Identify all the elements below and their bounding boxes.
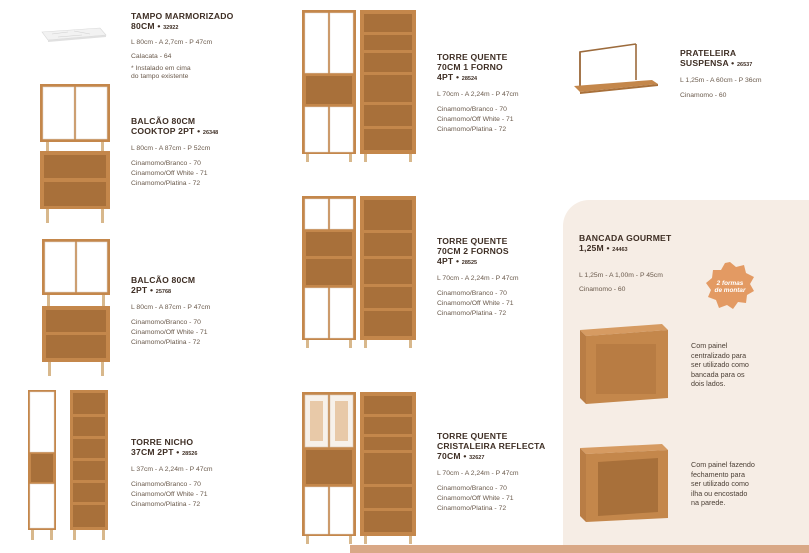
prateleira-title-line-2: SUSPENSA • 26537 <box>680 58 753 68</box>
tampo-code: 32922 <box>163 25 179 31</box>
bancada-option2-line-2: fechamento para <box>691 469 745 479</box>
balcao-2pt-open-illustration <box>42 306 112 378</box>
torre-cristaleira-title-line-3-text: 70CM <box>437 451 461 461</box>
bancada-title-line-2: 1,25M • 24463 <box>579 243 628 253</box>
torre-nicho-finish-2: Cinamomo/Off White - 71 <box>131 491 208 498</box>
balcao-2pt-title-line-2-text: 2PT <box>131 285 148 295</box>
bancada-option1-line-4: bancada para os <box>691 369 745 379</box>
balcao-2pt-finish-1: Cinamomo/Branco - 70 <box>131 319 201 326</box>
torre-1forno-open-illustration <box>360 10 418 162</box>
torre-nicho-title-line-2: 37CM 2PT • 28526 <box>131 447 198 457</box>
torre-cristaleira-open-illustration <box>360 392 418 544</box>
torre-cristaleira-text-block <box>437 431 545 514</box>
torre-1forno-finish-3: Cinamomo/Platina - 72 <box>437 126 507 133</box>
torre-nicho-finish-3: Cinamomo/Platina - 72 <box>131 501 201 508</box>
torre-2fornos-title-line-3: 4PT • 28525 <box>437 256 478 266</box>
tampo-illustration <box>38 26 108 42</box>
torre-2fornos-open-illustration <box>360 196 418 348</box>
balcao-cooktop-dims: L 80cm - A 87cm - P 52cm <box>131 145 211 152</box>
balcao-2pt-illustration <box>42 239 112 311</box>
torre-cristaleira-title-line-2: CRISTALEIRA REFLECTA <box>437 441 546 451</box>
torre-cristaleira-finish-2: Cinamomo/Off White - 71 <box>437 495 514 502</box>
torre-nicho-finish-1: Cinamomo/Branco - 70 <box>131 481 201 488</box>
tampo-text-block <box>131 11 234 81</box>
balcao-cooktop-finish-1: Cinamomo/Branco - 70 <box>131 160 201 167</box>
tampo-title-line-2: 80CM • 32922 <box>131 21 179 31</box>
balcao-cooktop-finish-3: Cinamomo/Platina - 72 <box>131 180 201 187</box>
torre-2fornos-title-line-2: 70CM 2 FORNOS <box>437 246 509 256</box>
bancada-option2-illustration <box>578 442 670 528</box>
torre-nicho-title-line-2-text: 37CM 2PT <box>131 447 174 457</box>
bancada-title-line-1: BANCADA GOURMET <box>579 233 672 243</box>
balcao-cooktop-code: 26348 <box>202 130 219 136</box>
torre-nicho-illustration <box>28 390 58 540</box>
bancada-title-line-2-text: 1,25M <box>579 243 604 253</box>
prateleira-code: 26537 <box>736 62 753 68</box>
prateleira-text-block <box>680 48 762 101</box>
balcao-2pt-code: 25768 <box>155 289 172 295</box>
torre-2fornos-dims: L 70cm - A 2,24m - P 47cm <box>437 275 519 282</box>
torre-cristaleira-title-line-3: 70CM • 32627 <box>437 451 485 461</box>
torre-cristaleira-code: 32627 <box>469 455 485 461</box>
torre-1forno-finish-2: Cinamomo/Off White - 71 <box>437 116 514 123</box>
torre-cristaleira-finish-3: Cinamomo/Platina - 72 <box>437 505 507 512</box>
torre-1forno-dims: L 70cm - A 2,24m - P 47cm <box>437 91 519 98</box>
torre-nicho-title-line-1: TORRE NICHO <box>131 437 194 447</box>
torre-1forno-title-line-2: 70CM 1 FORNO <box>437 62 503 72</box>
balcao-2pt-title-line-1: BALCÃO 80CM <box>131 275 196 285</box>
torre-2fornos-finish-2: Cinamomo/Off White - 71 <box>437 300 514 307</box>
torre-nicho-text-block <box>131 437 213 510</box>
torre-1forno-text-block <box>437 52 519 135</box>
prateleira-title-line-1: PRATELEIRA <box>680 48 737 58</box>
torre-cristaleira-finish-1: Cinamomo/Branco - 70 <box>437 485 507 492</box>
torre-1forno-title-line-3-text: 4PT <box>437 72 454 82</box>
torre-1forno-illustration <box>302 10 358 162</box>
bancada-option1-illustration <box>578 322 670 408</box>
torre-nicho-code: 28526 <box>182 451 198 457</box>
balcao-2pt-finish-2: Cinamomo/Off White - 71 <box>131 329 208 336</box>
balcao-2pt-title-line-2: 2PT • 25768 <box>131 285 172 295</box>
tampo-finish-1: Calacata - 64 <box>131 53 172 60</box>
prateleira-finish-1: Cinamomo - 60 <box>680 92 727 99</box>
bancada-option2-text <box>691 460 755 508</box>
torre-nicho-open-illustration <box>70 390 110 540</box>
balcao-2pt-text-block <box>131 275 210 348</box>
bancada-option2-line-3: ser utilizado como <box>691 479 749 488</box>
balcao-cooktop-title-line-2: COOKTOP 2PT • 26348 <box>131 126 219 136</box>
torre-nicho-dims: L 37cm - A 2,24m - P 47cm <box>131 466 213 473</box>
tampo-note-line-2: do tampo existente <box>131 73 189 80</box>
bancada-option1-line-1: Com painel <box>691 341 728 350</box>
bancada-option2-line-4: ilha ou encostado <box>691 488 748 498</box>
prateleira-illustration <box>572 40 662 96</box>
prateleira-dims: L 1,25m - A 60cm - P 36cm <box>680 77 762 84</box>
bancada-finish-1: Cinamomo - 60 <box>579 286 626 293</box>
footer-strip <box>350 545 809 553</box>
balcao-cooktop-title-line-2-text: COOKTOP 2PT <box>131 126 195 136</box>
torre-1forno-title-line-3: 4PT • 28524 <box>437 72 478 82</box>
tampo-note-line-1: * Instalado em cima <box>131 65 191 72</box>
torre-1forno-finish-1: Cinamomo/Branco - 70 <box>437 106 507 113</box>
torre-2fornos-code: 28525 <box>461 260 478 266</box>
badge-line-1: 2 formas <box>716 279 744 287</box>
balcao-2pt-finish-3: Cinamomo/Platina - 72 <box>131 339 201 346</box>
tampo-dims: L 80cm - A 2,7cm - P 47cm <box>131 39 213 46</box>
torre-cristaleira-illustration <box>302 392 358 544</box>
bancada-option1-text <box>691 341 749 389</box>
bancada-option2-line-5: na parede. <box>691 498 726 507</box>
tampo-title-line-1: TAMPO MARMORIZADO <box>131 11 234 21</box>
bancada-option1-line-2: centralizado para <box>691 350 747 360</box>
balcao-cooktop-text-block <box>131 116 218 189</box>
torre-1forno-title-line-1: TORRE QUENTE <box>437 52 508 62</box>
bancada-code: 24463 <box>612 247 628 253</box>
torre-2fornos-finish-3: Cinamomo/Platina - 72 <box>437 310 507 317</box>
torre-1forno-code: 28524 <box>461 76 478 82</box>
bancada-option2-line-1: Com painel fazendo <box>691 460 755 469</box>
balcao-cooktop-title-line-1: BALCÃO 80CM <box>131 116 196 126</box>
bancada-option1-line-3: ser utilizado como <box>691 360 749 369</box>
prateleira-title-line-2-text: SUSPENSA <box>680 58 729 68</box>
torre-2fornos-illustration <box>302 196 358 348</box>
balcao-cooktop-open-illustration <box>40 151 112 223</box>
balcao-2pt-dims: L 80cm - A 87cm - P 47cm <box>131 304 211 311</box>
torre-2fornos-title-line-1: TORRE QUENTE <box>437 236 508 246</box>
bancada-text-block <box>579 233 671 295</box>
montagem-badge <box>705 262 755 312</box>
torre-cristaleira-title-line-1: TORRE QUENTE <box>437 431 508 441</box>
balcao-cooktop-finish-2: Cinamomo/Off White - 71 <box>131 170 208 177</box>
balcao-cooktop-illustration <box>38 84 112 154</box>
tampo-title-line-2-text: 80CM <box>131 21 155 31</box>
torre-2fornos-title-line-3-text: 4PT <box>437 256 454 266</box>
badge-line-2: de montar <box>714 287 746 294</box>
torre-2fornos-text-block <box>437 236 519 319</box>
torre-cristaleira-dims: L 70cm - A 2,24m - P 47cm <box>437 470 519 477</box>
torre-2fornos-finish-1: Cinamomo/Branco - 70 <box>437 290 507 297</box>
bancada-option1-line-5: dois lados. <box>691 379 726 388</box>
bancada-dims: L 1,25m - A 1,00m - P 45cm <box>579 272 663 279</box>
